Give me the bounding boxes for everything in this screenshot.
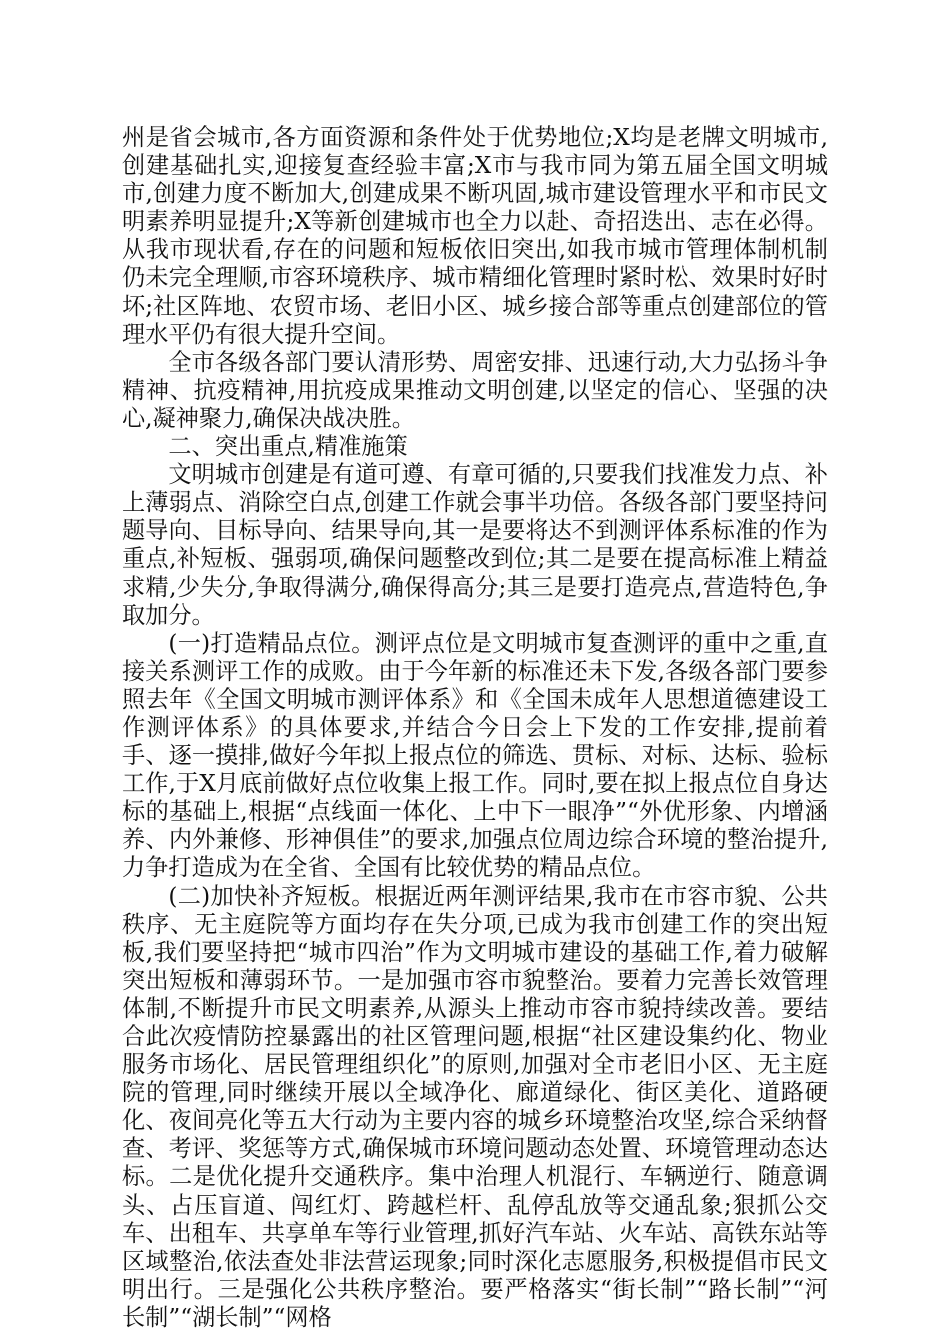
paragraph-1: 州是省会城市,各方面资源和条件处于优势地位;X均是老牌文明城市,创建基础扎实,迎接复查经验丰富;X市与我市同为第五届全国文明城市,创建力度不断加大,创建成果不断巩固,城市建设管理水平和市民文明素养明显提升;X等新创建城市也全力以赴、奇招迭出、志在必得。从我市现状看,存在的问题和短板依旧突出,如我市城市管理体制机制仍未完全理顺,市容环境秩序、城市精细化管理时紧时松、效果时好时坏;社区阵地、农贸市场、老旧小区、城乡接合部等重点创建部位的管理水平仍有很大提升空间。 <box>122 124 828 348</box>
paragraph-5: (二)加快补齐短板。根据近两年测评结果,我市在市容市貌、公共秩序、无主庭院等方面均存在失分项,已成为我市创建工作的突出短板,我们要坚持把“城市四治”作为文明城市建设的基础工作,着力破解突出短板和薄弱环节。一是加强市容市貌整治。要着力完善长效管理体制,不断提升市民文明素养,从源头上推动市容市貌持续改善。要结合此次疫情防控暴露出的社区管理问题,根据“社区建设集约化、物业服务市场化、居民管理组织化”的原则,加强对全市老旧小区、无主庭院的管理,同时继续开展以全域净化、廊道绿化、街区美化、道路硬化、夜间亮化等五大行动为主要内容的城乡环境整治攻坚,综合采纳督查、考评、奖惩等方式,确保城市环境问题动态处置、环境管理动态达标。二是优化提升交通秩序。集中治理人机混行、车辆逆行、随意调头、占压盲道、闯红灯、跨越栏杆、乱停乱放等交通乱象;狠抓公交车、出租车、共享单车等行业管理,抓好汽车站、火车站、高铁东站等区域整治,依法查处非法营运现象;同时深化志愿服务,积极提倡市民文明出行。三是强化公共秩序整治。要严格落实“街长制”“路长制”“河长制”“湖长制”“网格 <box>122 882 828 1331</box>
document-body <box>122 124 828 1332</box>
paragraph-2: 全市各级各部门要认清形势、周密安排、迅速行动,大力弘扬斗争精神、抗疫精神,用抗疫成果推动文明创建,以坚定的信心、坚强的决心,凝神聚力,确保决战决胜。 <box>122 348 828 432</box>
paragraph-3: 文明城市创建是有道可遵、有章可循的,只要我们找准发力点、补上薄弱点、消除空白点,创建工作就会事半功倍。各级各部门要坚持问题导向、目标导向、结果导向,其一是要将达不到测评体系标准的作为重点,补短板、强弱项,确保问题整改到位;其二是要在提高标准上精益求精,少失分,争取得满分,确保得高分;其三是要打造亮点,营造特色,争取加分。 <box>122 461 828 629</box>
section-heading: 二、突出重点,精准施策 <box>168 433 408 461</box>
paragraph-4: (一)打造精品点位。测评点位是文明城市复查测评的重中之重,直接关系测评工作的成败。由于今年新的标准还未下发,各级各部门要参照去年《全国文明城市测评体系》和《全国未成年人思想道德建设工作测评体系》的具体要求,并结合今日会上下发的工作安排,提前着手、逐一摸排,做好今年拟上报点位的筛选、贯标、对标、达标、验标工作,于X月底前做好点位收集上报工作。同时,要在拟上报点位自身达标的基础上,根据“点线面一体化、上中下一眼净”“外优形象、内增涵养、内外兼修、形神俱佳”的要求,加强点位周边综合环境的整治提升,力争打造成为在全省、全国有比较优势的精品点位。 <box>122 629 828 882</box>
